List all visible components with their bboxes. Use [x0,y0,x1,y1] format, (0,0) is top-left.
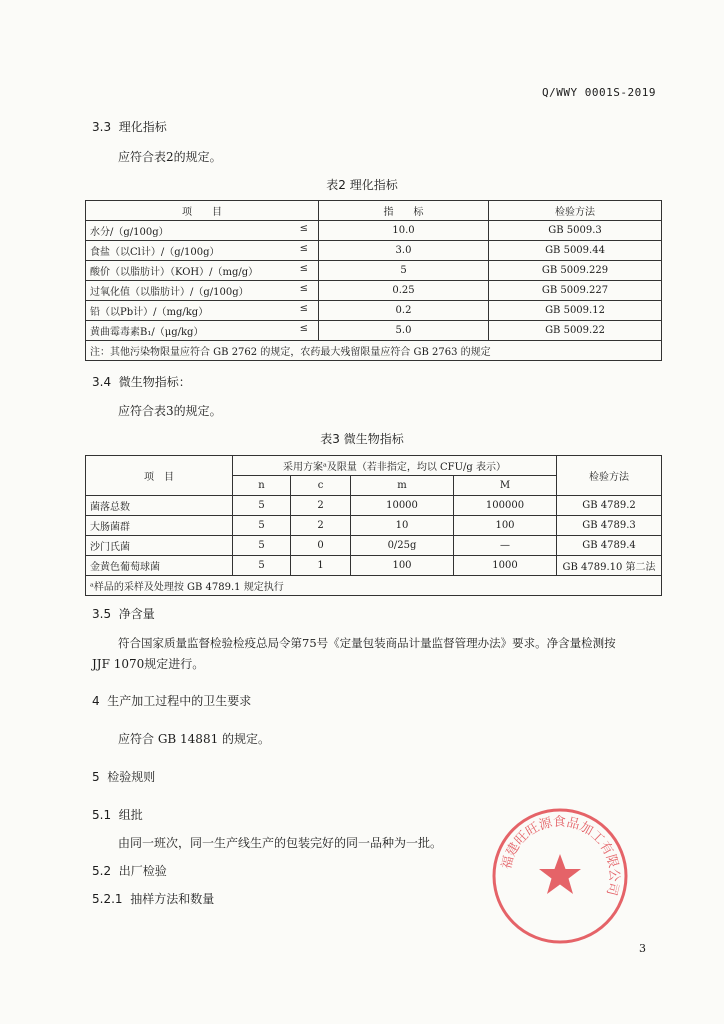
section-4-text: 应符合 GB 14881 的规定。 [118,732,271,746]
m-cell: 100 [351,556,454,576]
n-cell: 5 [233,496,291,516]
method-cell: GB 4789.10 第二法 [557,556,662,576]
section-3-4-text: 应符合表3的规定。 [118,404,222,418]
table2-body [86,221,662,341]
item-cell: 金黄色葡萄球菌 [86,556,233,576]
table-row [86,321,662,341]
section-number: 5.2.1 [92,892,123,906]
c-cell: 0 [291,536,351,556]
item-cell [86,221,319,241]
table2-note: 注：其他污染物限量应符合 GB 2762 的规定，农药最大残留限量应符合 GB 2763 的规定 [86,341,662,361]
value-cell: 5.0 [319,321,489,341]
section-5-1-text: 由同一班次，同一生产线生产的包装完好的同一品种为一批。 [118,836,443,850]
section-4-heading [92,692,251,709]
table3-body [86,496,662,576]
section-number: 3.3 [92,120,112,134]
table2-caption: 表2 理化指标 [326,178,398,192]
seal-text: 福建旺旺源食品加工有限公司 [499,814,622,897]
operator: ≤ [299,303,308,314]
subheader-c: c [291,476,351,496]
section-5-2-1-heading [92,890,214,907]
operator: ≤ [299,243,308,254]
table-row [86,261,662,281]
item-cell [86,321,319,341]
m-cell: 10 [351,516,454,536]
section-title: 生产加工过程中的卫生要求 [107,694,252,708]
method-cell: GB 4789.4 [557,536,662,556]
section-number: 3.5 [92,607,112,621]
seal-star-icon [539,854,581,894]
section-number: 4 [92,694,100,708]
section-3-5-text-line1: 符合国家质量监督检验检疫总局令第75号《定量包装商品计量监督管理办法》要求。净含量检测按 [118,636,616,650]
m-cell: 0/25g [351,536,454,556]
table-note-row [86,576,662,596]
m-cell: 10000 [351,496,454,516]
header-method: 检验方法 [557,456,662,496]
table3-note: ᵃ样品的采样及处理按 GB 4789.1 规定执行 [86,576,662,596]
section-title: 净含量 [118,607,155,621]
section-title: 理化指标 [118,120,167,134]
value-cell: 5 [319,261,489,281]
method-cell: GB 5009.227 [489,281,662,301]
M-cell: 1000 [454,556,557,576]
section-5-heading [92,768,155,785]
section-number: 5.2 [92,864,112,878]
table3-microbiological [85,455,662,596]
section-3-3-heading [92,118,167,135]
method-cell: GB 5009.229 [489,261,662,281]
item-name: 酸价（以脂肪计）（KOH）/（mg/g） [90,267,259,278]
item-cell: 大肠菌群 [86,516,233,536]
section-title: 微生物指标： [118,375,191,389]
operator: ≤ [299,223,308,234]
subheader-m: m [351,476,454,496]
section-number: 5.1 [92,808,112,822]
M-cell: — [454,536,557,556]
method-cell: GB 5009.44 [489,241,662,261]
value-cell: 3.0 [319,241,489,261]
section-title: 出厂检验 [118,864,167,878]
operator: ≤ [299,263,308,274]
item-cell [86,301,319,321]
table-header-row [86,201,662,221]
operator: ≤ [299,283,308,294]
item-name: 水分/（g/100g） [90,227,169,238]
page-number: 3 [639,942,646,955]
value-cell: 0.25 [319,281,489,301]
M-cell: 100 [454,516,557,536]
section-title: 检验规则 [107,770,156,784]
operator: ≤ [299,323,308,334]
n-cell: 5 [233,556,291,576]
n-cell: 5 [233,516,291,536]
section-3-5-heading [92,605,155,622]
item-cell [86,241,319,261]
subheader-n: n [233,476,291,496]
table2-physicochemical [85,200,662,361]
c-cell: 2 [291,496,351,516]
table-row [86,496,662,516]
section-5-1-heading [92,806,143,823]
header-sampling-plan: 采用方案ᵃ及限量（若非指定，均以 CFU/g 表示） [233,456,557,476]
company-seal [490,806,630,946]
section-number: 5 [92,770,100,784]
table-row [86,556,662,576]
item-name: 食盐（以Cl计）/（g/100g） [90,247,220,258]
table-row [86,536,662,556]
table-row [86,301,662,321]
method-cell: GB 5009.3 [489,221,662,241]
table-row [86,221,662,241]
item-name: 过氧化值（以脂肪计）/（g/100g） [90,287,249,298]
method-cell: GB 4789.3 [557,516,662,536]
header-limit: 指 标 [319,201,489,221]
method-cell: GB 5009.22 [489,321,662,341]
section-3-5-text-line2: JJF 1070规定进行。 [92,657,205,671]
table-note-row [86,341,662,361]
section-5-2-heading [92,862,167,879]
method-cell: GB 5009.12 [489,301,662,321]
item-name: 铅（以Pb计）/（mg/kg） [90,307,209,318]
section-3-3-text: 应符合表2的规定。 [118,150,222,164]
table-row [86,281,662,301]
table3-caption: 表3 微生物指标 [320,432,404,446]
item-cell [86,261,319,281]
item-cell: 菌落总数 [86,496,233,516]
c-cell: 1 [291,556,351,576]
value-cell: 10.0 [319,221,489,241]
c-cell: 2 [291,516,351,536]
table-row [86,241,662,261]
item-cell: 沙门氏菌 [86,536,233,556]
M-cell: 100000 [454,496,557,516]
section-number: 3.4 [92,375,112,389]
document-code: Q/WWY 0001S-2019 [542,86,656,99]
section-3-4-heading [92,373,191,390]
item-name: 黄曲霉毒素B₁/（μg/kg） [90,327,204,338]
header-item: 项 目 [86,201,319,221]
header-item: 项 目 [86,456,233,496]
method-cell: GB 4789.2 [557,496,662,516]
n-cell: 5 [233,536,291,556]
subheader-M: M [454,476,557,496]
table-row [86,516,662,536]
table-header-row [86,456,662,476]
section-title: 组批 [118,808,143,822]
value-cell: 0.2 [319,301,489,321]
section-title: 抽样方法和数量 [130,892,215,906]
item-cell [86,281,319,301]
header-method: 检验方法 [489,201,662,221]
